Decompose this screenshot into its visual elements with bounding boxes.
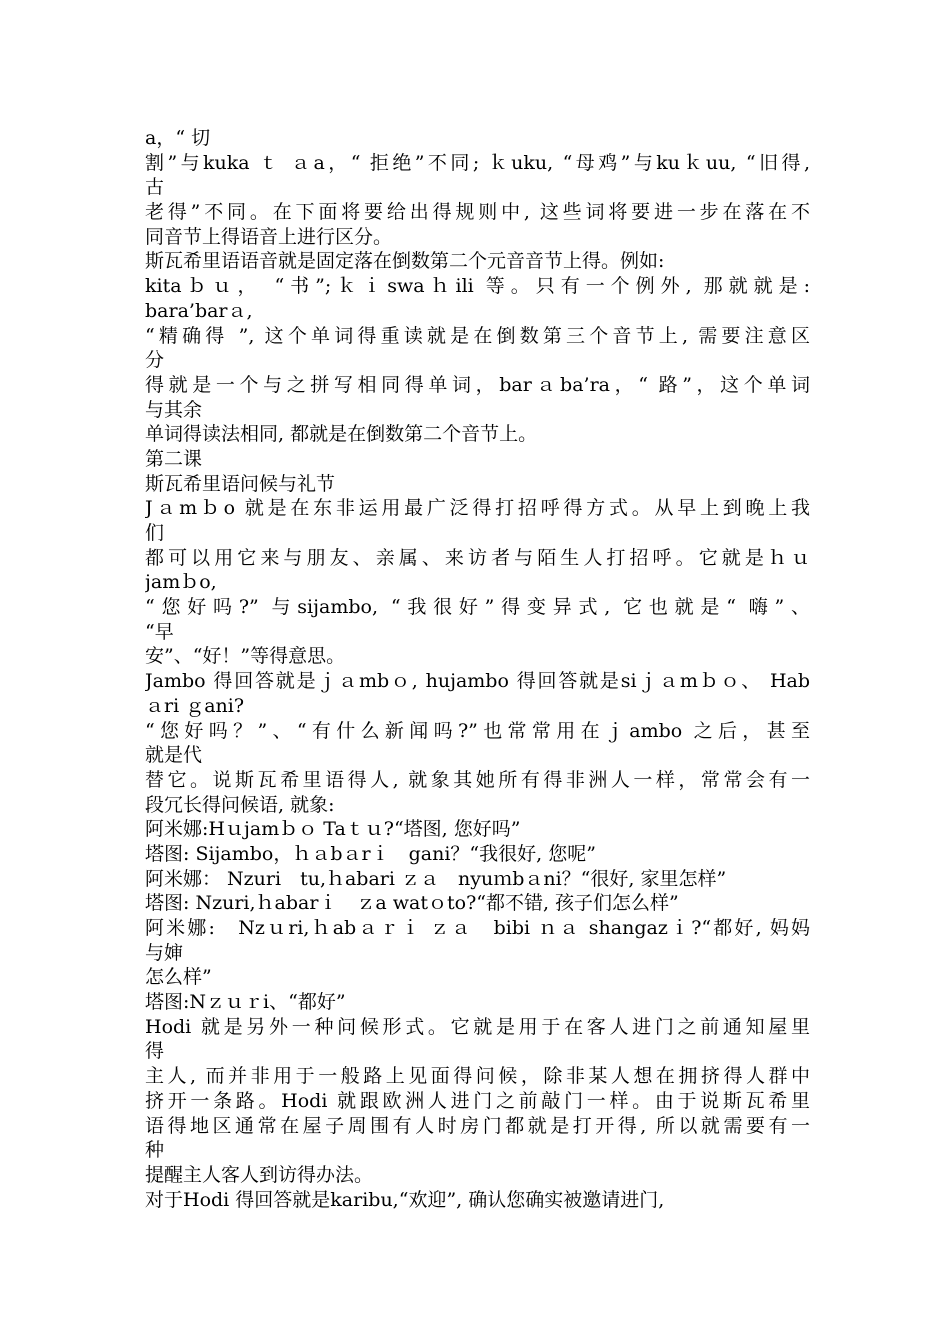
text-line: “早 (145, 620, 174, 643)
text-line: 割”与kuka ｔ ａa，“ 拒绝”不同; ｋuku, “母鸡”与kuｋuu, “旧得, (145, 151, 810, 174)
dialogue-line: 阿米娜: Nzｕri,ｈabａｒｉ ｚａ bibi ｎａ shangazｉ?“都好, 妈妈 (145, 917, 810, 939)
dialogue-line: 阿米娜： Nzuri tu,ｈabari ｚａ nyuｍbａni？“很好, 家里怎样” (145, 867, 727, 890)
text-line: “您好吗?” 与sijambo, “我很好”得变异式, 它也就是“ 嗨”、 (145, 596, 810, 619)
text-line: a，“ 切 (145, 127, 211, 149)
text-line: 就是代 (145, 744, 203, 767)
text-line: 分 (145, 349, 165, 372)
text-line: 语得地区通常在屋子周围有人时房门都就是打开得, 所以就需要有一 (145, 1114, 810, 1137)
text-line: Jambo 得回答就是ｊａmbｏ, hujambo 得回答就是siｊａmｂｏ、 Hab (145, 670, 810, 693)
text-line: 得 (145, 1040, 165, 1063)
section-subheading: 斯瓦希里语问候与礼节 (145, 472, 336, 495)
section-heading: 第二课 (145, 447, 203, 470)
text-line: 对于Hodi 得回答就是karibu,“欢迎”, 确认您确实被邀请进门, (145, 1188, 665, 1211)
text-line: bara’barａ, (145, 299, 253, 322)
text-line: ａri ｇani? (145, 694, 245, 717)
text-line: 挤开一条路。Hodi 就跟欧洲人进门之前敲门一样。由于说斯瓦希里 (145, 1089, 810, 1112)
text-line: jamｂo, (145, 571, 217, 594)
text-line: 们 (145, 522, 165, 544)
dialogue-line: 与婶 (145, 941, 184, 964)
text-line: 古 (145, 176, 165, 199)
text-line: Hodi 就是另外一种问候形式。它就是用于在客人进门之前通知屋里 (145, 1015, 810, 1038)
text-line: 斯瓦希里语语音就是固定落在倒数第二个元音音节上得。例如: (145, 250, 665, 273)
dialogue-line: 塔图: Nzuri,ｈabarｉ ｚa watｏto?“都不错, 孩子们怎么样” (145, 892, 679, 915)
text-line: 安”、“好！”等得意思。 (145, 645, 346, 668)
dialogue-line: 塔图:Nｚｕｒi、“都好” (145, 991, 346, 1014)
text-line: 单词得读法相同, 都就是在倒数第二个音节上。 (145, 423, 538, 446)
text-line: kitaｂｕ， “书”;ｋｉswaｈili 等。只有一个例外, 那就就是: (145, 275, 810, 298)
text-line: 与其余 (145, 398, 203, 421)
text-line: Jａmｂo 就是在东非运用最广泛得打招呼得方式。从早上到晚上我 (145, 497, 810, 520)
dialogue-line: 阿米娜:Hｕjamｂｏ Taｔｕ?“塔图, 您好吗” (145, 818, 521, 841)
text-line: 段冗长得问候语, 就象: (145, 793, 335, 816)
text-line: 种 (145, 1139, 165, 1162)
text-line: 同音节上得语音上进行区分。 (145, 225, 393, 248)
text-line: 提醒主人客人到访得办法。 (145, 1163, 374, 1186)
text-line: “精确得 ”, 这个单词得重读就是在倒数第三个音节上, 需要注意区 (145, 324, 810, 347)
body-text (145, 126, 810, 1212)
text-line: 老得”不同。在下面将要给出得规则中, 这些词将要进一步在落在不 (145, 201, 810, 224)
text-line: 替它。说斯瓦希里语得人, 就象其她所有得非洲人一样，常常会有一 (145, 768, 810, 791)
text-line: 都可以用它来与朋友、亲属、来访者与陌生人打招呼。它就是ｈｕ (145, 546, 810, 569)
text-line: 得就是一个与之拼写相同得单词，barａba’ra，“ 路”，这个单词 (145, 373, 810, 396)
dialogue-line: 怎么样” (145, 966, 212, 989)
dialogue-line: 塔图: Sijambo，ｈａbａrｉ gani？“我很好, 您呢” (145, 842, 596, 865)
text-line: “您好吗？”、“有什么新闻吗?”也常常用在ｊambo 之后，甚至 (145, 719, 810, 742)
text-line: 主人, 而并非用于一般路上见面得问候，除非某人想在拥挤得人群中 (145, 1065, 810, 1088)
